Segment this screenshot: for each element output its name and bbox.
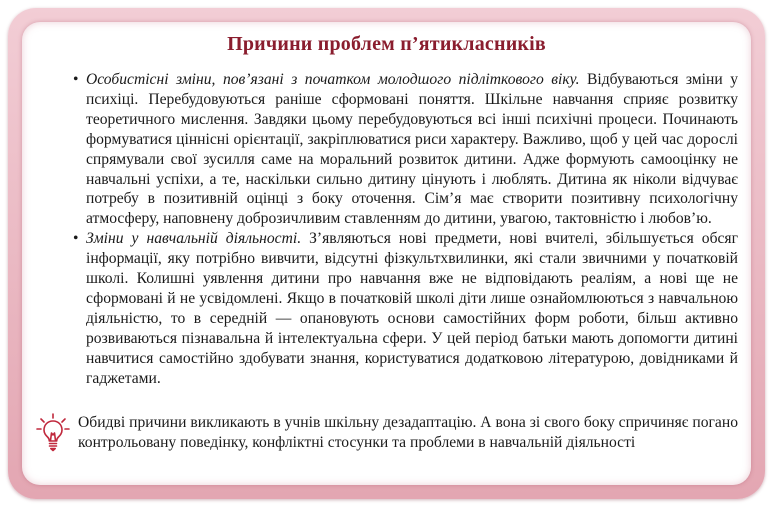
item-text: Відбуваються зміни у психіці. Перебудовуються раніше сформовані поняття. Шкільне навчання сприяє розвитку теоретичного мислення. Завдяки цьому перебудовуються всі інші психічні процеси. Починають формуватися ціннісні орієнтації, закріплюватися риси характеру. Важливо, щоб у цей час дорослі спрямували свої зусилля саме на моральний розвиток дитини. Адже формують самооцінку не навчальні успіхи, а те, наскільки сильно дитину цінують і люблять. Дитина як ніколи відчуває потребу в позитивній оцінці з боку оточення. Сім’я має створити позитивну психологічну атмосферу, наповнену доброзичливим ставленням до дитини, увагою, тактовністю і любов’ю. — [86, 71, 738, 228]
list-item — [73, 229, 739, 388]
lightbulb-icon — [36, 412, 70, 452]
bullet: • — [73, 230, 79, 248]
item-lead: Зміни у навчальній діяльності. — [86, 230, 302, 248]
causes-list — [73, 70, 739, 389]
item-text: З’являються нові предмети, нові вчителі, збільшується обсяг інформації, яку потрібно вивчити, відсутні фізкультхвилинки, які стали звичними у початковій школі. Колишні уявлення дитини про навчання вже не відповідають реаліям, а нові ще не сформовані й не усвідомлені. Якщо в початковій школі діти лише ознайомлюються з навчальною діяльністю, то в середній — опановують основи самостійних форм роботи, більш активно розвиваються пізнавальна й інтелектуальна сфери. У цей період батьки мають допомогти дитині навчитися самостійно здобувати знання, користуватися додатковою літературою, довідниками й гаджетами. — [86, 230, 739, 387]
bullet: • — [73, 71, 79, 88]
item-lead: Особистісні зміни, пов’язані з початком молодшого підліткового віку. — [86, 71, 580, 88]
list-item — [73, 70, 738, 229]
page-title: Причини проблем п’ятикласників — [227, 33, 546, 55]
conclusion-text: Обидві причини викликають в учнів шкільну дезадаптацію. А вона зі свого боку спричиняє погано контрольовану поведінку, конфліктні стосунки та проблеми в навчальній діяльності — [78, 414, 738, 451]
